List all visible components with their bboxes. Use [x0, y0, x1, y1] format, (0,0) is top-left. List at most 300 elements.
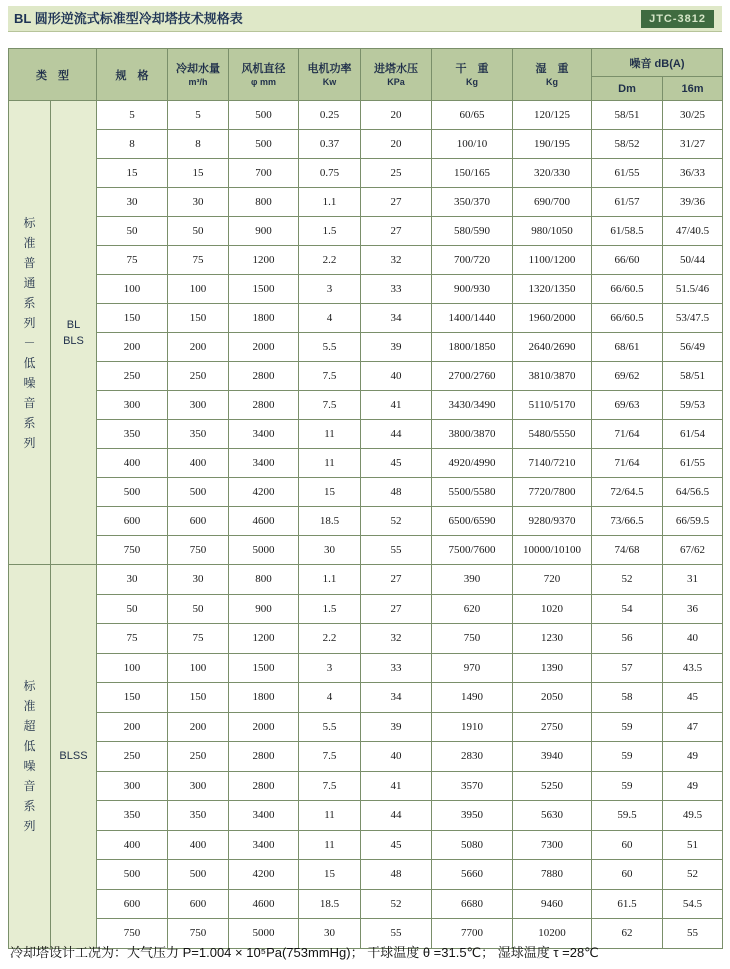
- cell-spec: 500: [97, 860, 168, 890]
- table-row: [9, 565, 723, 595]
- cell-noise-dm: 59: [592, 771, 663, 801]
- cell-fan-diameter: 800: [229, 565, 299, 595]
- cell-pressure: 52: [361, 507, 432, 536]
- cell-pressure: 20: [361, 101, 432, 130]
- cell-power: 7.5: [299, 391, 361, 420]
- cell-dry-weight: 1910: [432, 712, 513, 742]
- cell-noise-16m: 43.5: [663, 653, 723, 683]
- cell-spec: 150: [97, 304, 168, 333]
- cell-flow: 750: [168, 536, 229, 565]
- cell-noise-dm: 60: [592, 860, 663, 890]
- cell-pressure: 34: [361, 683, 432, 713]
- cell-wet-weight: 190/195: [513, 130, 592, 159]
- cell-pressure: 45: [361, 449, 432, 478]
- cell-fan-diameter: 1200: [229, 246, 299, 275]
- cell-noise-16m: 31/27: [663, 130, 723, 159]
- cell-noise-16m: 56/49: [663, 333, 723, 362]
- cell-flow: 400: [168, 449, 229, 478]
- header-noise-dm: Dm: [592, 77, 663, 101]
- cell-dry-weight: 4920/4990: [432, 449, 513, 478]
- cell-power: 1.5: [299, 217, 361, 246]
- cell-dry-weight: 900/930: [432, 275, 513, 304]
- cell-noise-dm: 59: [592, 742, 663, 772]
- cell-fan-diameter: 3400: [229, 449, 299, 478]
- cell-pressure: 41: [361, 771, 432, 801]
- cell-power: 11: [299, 830, 361, 860]
- cell-wet-weight: 9460: [513, 889, 592, 919]
- cell-dry-weight: 350/370: [432, 188, 513, 217]
- cell-dry-weight: 7700: [432, 919, 513, 949]
- cell-flow: 200: [168, 333, 229, 362]
- cell-fan-diameter: 900: [229, 217, 299, 246]
- cell-noise-16m: 53/47.5: [663, 304, 723, 333]
- cell-flow: 150: [168, 683, 229, 713]
- cell-fan-diameter: 4200: [229, 860, 299, 890]
- cell-flow: 30: [168, 188, 229, 217]
- cell-fan-diameter: 2000: [229, 712, 299, 742]
- cell-noise-16m: 55: [663, 919, 723, 949]
- cell-spec: 350: [97, 420, 168, 449]
- cell-power: 3: [299, 275, 361, 304]
- table-row: [9, 246, 723, 275]
- cell-dry-weight: 3430/3490: [432, 391, 513, 420]
- cell-power: 11: [299, 449, 361, 478]
- cell-pressure: 48: [361, 860, 432, 890]
- header-pressure: 进塔水压 KPa: [361, 49, 432, 101]
- cell-power: 18.5: [299, 507, 361, 536]
- cell-wet-weight: 1960/2000: [513, 304, 592, 333]
- cell-noise-16m: 50/44: [663, 246, 723, 275]
- cell-noise-dm: 71/64: [592, 449, 663, 478]
- cell-spec: 50: [97, 217, 168, 246]
- cell-spec: 300: [97, 771, 168, 801]
- cell-power: 0.75: [299, 159, 361, 188]
- cell-power: 11: [299, 420, 361, 449]
- cell-wet-weight: 7140/7210: [513, 449, 592, 478]
- cell-fan-diameter: 2800: [229, 771, 299, 801]
- cell-pressure: 48: [361, 478, 432, 507]
- cell-power: 5.5: [299, 333, 361, 362]
- cell-noise-16m: 30/25: [663, 101, 723, 130]
- cell-dry-weight: 100/10: [432, 130, 513, 159]
- cell-spec: 75: [97, 246, 168, 275]
- cell-flow: 8: [168, 130, 229, 159]
- cell-noise-16m: 31: [663, 565, 723, 595]
- header-power: 电机功率 Kw: [299, 49, 361, 101]
- cell-fan-diameter: 500: [229, 130, 299, 159]
- cell-noise-dm: 66/60.5: [592, 304, 663, 333]
- cell-fan-diameter: 4600: [229, 889, 299, 919]
- cell-fan-diameter: 5000: [229, 536, 299, 565]
- cell-flow: 50: [168, 594, 229, 624]
- cell-flow: 5: [168, 101, 229, 130]
- cell-noise-dm: 74/68: [592, 536, 663, 565]
- cell-wet-weight: 2750: [513, 712, 592, 742]
- cell-flow: 500: [168, 478, 229, 507]
- table-row: [9, 742, 723, 772]
- cell-noise-16m: 51: [663, 830, 723, 860]
- cell-fan-diameter: 4600: [229, 507, 299, 536]
- table-row: [9, 624, 723, 654]
- cell-noise-dm: 54: [592, 594, 663, 624]
- cell-wet-weight: 5110/5170: [513, 391, 592, 420]
- cell-noise-16m: 36: [663, 594, 723, 624]
- cell-noise-dm: 52: [592, 565, 663, 595]
- table-row: [9, 478, 723, 507]
- cell-noise-16m: 47/40.5: [663, 217, 723, 246]
- cell-noise-dm: 61/57: [592, 188, 663, 217]
- cell-noise-dm: 68/61: [592, 333, 663, 362]
- cell-noise-dm: 73/66.5: [592, 507, 663, 536]
- cell-noise-16m: 49: [663, 771, 723, 801]
- cell-pressure: 33: [361, 653, 432, 683]
- table-row: [9, 420, 723, 449]
- cell-power: 18.5: [299, 889, 361, 919]
- cell-fan-diameter: 5000: [229, 919, 299, 949]
- cell-spec: 250: [97, 742, 168, 772]
- cell-noise-dm: 61/58.5: [592, 217, 663, 246]
- cell-pressure: 32: [361, 624, 432, 654]
- cell-power: 0.25: [299, 101, 361, 130]
- cell-power: 2.2: [299, 624, 361, 654]
- cell-dry-weight: 390: [432, 565, 513, 595]
- cell-noise-16m: 47: [663, 712, 723, 742]
- cell-spec: 150: [97, 683, 168, 713]
- cell-noise-dm: 71/64: [592, 420, 663, 449]
- cell-noise-16m: 67/62: [663, 536, 723, 565]
- cell-fan-diameter: 2800: [229, 362, 299, 391]
- model-label: BL BLS: [51, 101, 97, 565]
- cell-dry-weight: 580/590: [432, 217, 513, 246]
- cell-wet-weight: 3940: [513, 742, 592, 772]
- cell-dry-weight: 5660: [432, 860, 513, 890]
- cell-dry-weight: 1800/1850: [432, 333, 513, 362]
- cell-dry-weight: 60/65: [432, 101, 513, 130]
- cell-fan-diameter: 2800: [229, 391, 299, 420]
- cell-wet-weight: 720: [513, 565, 592, 595]
- cell-dry-weight: 6500/6590: [432, 507, 513, 536]
- table-row: [9, 507, 723, 536]
- cell-power: 5.5: [299, 712, 361, 742]
- cell-pressure: 45: [361, 830, 432, 860]
- cell-pressure: 39: [361, 712, 432, 742]
- cell-dry-weight: 2830: [432, 742, 513, 772]
- table-row: [9, 536, 723, 565]
- cell-dry-weight: 3950: [432, 801, 513, 831]
- cell-wet-weight: 5480/5550: [513, 420, 592, 449]
- cell-spec: 15: [97, 159, 168, 188]
- cell-wet-weight: 980/1050: [513, 217, 592, 246]
- cell-noise-16m: 59/53: [663, 391, 723, 420]
- cell-flow: 75: [168, 246, 229, 275]
- cell-noise-16m: 40: [663, 624, 723, 654]
- cell-flow: 300: [168, 391, 229, 420]
- cell-flow: 250: [168, 362, 229, 391]
- cell-power: 7.5: [299, 771, 361, 801]
- cell-dry-weight: 5500/5580: [432, 478, 513, 507]
- table-row: [9, 449, 723, 478]
- cell-fan-diameter: 500: [229, 101, 299, 130]
- table-row: [9, 683, 723, 713]
- cell-flow: 400: [168, 830, 229, 860]
- cell-spec: 750: [97, 536, 168, 565]
- cell-power: 7.5: [299, 742, 361, 772]
- cell-wet-weight: 1230: [513, 624, 592, 654]
- cell-pressure: 40: [361, 362, 432, 391]
- cell-power: 30: [299, 536, 361, 565]
- cell-noise-16m: 36/33: [663, 159, 723, 188]
- cell-power: 30: [299, 919, 361, 949]
- header-dry-weight: 干 重 Kg: [432, 49, 513, 101]
- cell-wet-weight: 1100/1200: [513, 246, 592, 275]
- cell-fan-diameter: 700: [229, 159, 299, 188]
- cell-flow: 75: [168, 624, 229, 654]
- cell-dry-weight: 1490: [432, 683, 513, 713]
- cell-spec: 400: [97, 830, 168, 860]
- cell-dry-weight: 150/165: [432, 159, 513, 188]
- cell-spec: 400: [97, 449, 168, 478]
- cell-wet-weight: 1390: [513, 653, 592, 683]
- table-body: [9, 101, 723, 949]
- header-spec: 规 格: [97, 49, 168, 101]
- cell-wet-weight: 5630: [513, 801, 592, 831]
- cell-noise-dm: 56: [592, 624, 663, 654]
- cell-wet-weight: 1320/1350: [513, 275, 592, 304]
- cell-flow: 200: [168, 712, 229, 742]
- cell-noise-dm: 61/55: [592, 159, 663, 188]
- table-row: [9, 275, 723, 304]
- cell-spec: 200: [97, 712, 168, 742]
- cell-flow: 150: [168, 304, 229, 333]
- cell-power: 0.37: [299, 130, 361, 159]
- cell-spec: 75: [97, 624, 168, 654]
- cell-wet-weight: 320/330: [513, 159, 592, 188]
- cell-noise-16m: 45: [663, 683, 723, 713]
- cell-wet-weight: 120/125: [513, 101, 592, 130]
- cell-pressure: 27: [361, 594, 432, 624]
- cell-noise-dm: 58: [592, 683, 663, 713]
- header-type: 类 型: [9, 49, 97, 101]
- cell-wet-weight: 9280/9370: [513, 507, 592, 536]
- cell-noise-dm: 59: [592, 712, 663, 742]
- cell-pressure: 20: [361, 130, 432, 159]
- cell-wet-weight: 7720/7800: [513, 478, 592, 507]
- cell-wet-weight: 5250: [513, 771, 592, 801]
- cell-fan-diameter: 900: [229, 594, 299, 624]
- cell-flow: 600: [168, 507, 229, 536]
- cell-power: 4: [299, 304, 361, 333]
- cell-spec: 5: [97, 101, 168, 130]
- category-label: 标准普通系列－低噪音系列: [9, 101, 51, 565]
- cell-noise-dm: 66/60: [592, 246, 663, 275]
- cell-noise-16m: 61/54: [663, 420, 723, 449]
- cell-dry-weight: 620: [432, 594, 513, 624]
- cell-fan-diameter: 1200: [229, 624, 299, 654]
- cell-wet-weight: 690/700: [513, 188, 592, 217]
- cell-pressure: 27: [361, 188, 432, 217]
- cell-flow: 300: [168, 771, 229, 801]
- cell-fan-diameter: 800: [229, 188, 299, 217]
- cell-flow: 250: [168, 742, 229, 772]
- cell-spec: 600: [97, 507, 168, 536]
- table-row: [9, 130, 723, 159]
- cell-fan-diameter: 3400: [229, 801, 299, 831]
- cell-spec: 8: [97, 130, 168, 159]
- cell-fan-diameter: 1500: [229, 275, 299, 304]
- cell-dry-weight: 700/720: [432, 246, 513, 275]
- cell-power: 1.1: [299, 188, 361, 217]
- spec-table: [8, 48, 723, 949]
- cell-wet-weight: 7880: [513, 860, 592, 890]
- cell-pressure: 33: [361, 275, 432, 304]
- cell-noise-dm: 60: [592, 830, 663, 860]
- document-code-badge: JTC-3812: [641, 10, 714, 28]
- category-label: 标准超低噪音系列: [9, 565, 51, 949]
- cell-noise-dm: 62: [592, 919, 663, 949]
- cell-wet-weight: 1020: [513, 594, 592, 624]
- cell-spec: 300: [97, 391, 168, 420]
- cell-fan-diameter: 2800: [229, 742, 299, 772]
- cell-flow: 350: [168, 420, 229, 449]
- cell-noise-dm: 59.5: [592, 801, 663, 831]
- cell-flow: 50: [168, 217, 229, 246]
- table-row: [9, 594, 723, 624]
- cell-power: 7.5: [299, 362, 361, 391]
- cell-spec: 500: [97, 478, 168, 507]
- cell-power: 3: [299, 653, 361, 683]
- cell-noise-dm: 61.5: [592, 889, 663, 919]
- cell-fan-diameter: 4200: [229, 478, 299, 507]
- cell-pressure: 27: [361, 217, 432, 246]
- table-row: [9, 391, 723, 420]
- cell-pressure: 39: [361, 333, 432, 362]
- cell-spec: 30: [97, 565, 168, 595]
- cell-flow: 500: [168, 860, 229, 890]
- cell-pressure: 40: [361, 742, 432, 772]
- cell-pressure: 44: [361, 420, 432, 449]
- cell-dry-weight: 2700/2760: [432, 362, 513, 391]
- cell-spec: 200: [97, 333, 168, 362]
- cell-dry-weight: 750: [432, 624, 513, 654]
- cell-fan-diameter: 2000: [229, 333, 299, 362]
- cell-dry-weight: 7500/7600: [432, 536, 513, 565]
- cell-fan-diameter: 3400: [229, 830, 299, 860]
- cell-noise-16m: 54.5: [663, 889, 723, 919]
- cell-flow: 100: [168, 653, 229, 683]
- table-row: [9, 362, 723, 391]
- header-wet-weight: 湿 重 Kg: [513, 49, 592, 101]
- cell-noise-dm: 58/52: [592, 130, 663, 159]
- cell-power: 1.5: [299, 594, 361, 624]
- cell-power: 4: [299, 683, 361, 713]
- cell-noise-dm: 69/62: [592, 362, 663, 391]
- table-row: [9, 712, 723, 742]
- cell-power: 11: [299, 801, 361, 831]
- cell-fan-diameter: 1800: [229, 304, 299, 333]
- cell-noise-16m: 49: [663, 742, 723, 772]
- cell-spec: 250: [97, 362, 168, 391]
- table-row: [9, 333, 723, 362]
- cell-dry-weight: 1400/1440: [432, 304, 513, 333]
- page-title-bar: [8, 6, 722, 32]
- cell-fan-diameter: 3400: [229, 420, 299, 449]
- cell-wet-weight: 2640/2690: [513, 333, 592, 362]
- cell-spec: 100: [97, 275, 168, 304]
- table-row: [9, 860, 723, 890]
- cell-noise-16m: 61/55: [663, 449, 723, 478]
- table-row: [9, 653, 723, 683]
- cell-noise-16m: 51.5/46: [663, 275, 723, 304]
- page-title: BL 圆形逆流式标准型冷却塔技术规格表: [14, 11, 243, 26]
- table-row: [9, 830, 723, 860]
- model-label: BLSS: [51, 565, 97, 949]
- cell-noise-dm: 66/60.5: [592, 275, 663, 304]
- cell-flow: 750: [168, 919, 229, 949]
- cell-dry-weight: 5080: [432, 830, 513, 860]
- table-row: [9, 217, 723, 246]
- table-row: [9, 159, 723, 188]
- cell-noise-16m: 64/56.5: [663, 478, 723, 507]
- cell-pressure: 44: [361, 801, 432, 831]
- design-conditions-note: 冷却塔设计工况为：大气压力 P=1.004 × 10⁵Pa(753mmHg)； 干球温度 θ =31.5℃； 湿球温度 τ =28℃: [10, 945, 599, 960]
- cell-dry-weight: 3800/3870: [432, 420, 513, 449]
- cell-noise-dm: 58/51: [592, 101, 663, 130]
- cell-noise-16m: 49.5: [663, 801, 723, 831]
- table-header: [9, 49, 723, 101]
- cell-wet-weight: 3810/3870: [513, 362, 592, 391]
- table-row: [9, 188, 723, 217]
- cell-noise-dm: 72/64.5: [592, 478, 663, 507]
- cell-dry-weight: 6680: [432, 889, 513, 919]
- cell-pressure: 25: [361, 159, 432, 188]
- cell-spec: 30: [97, 188, 168, 217]
- cell-spec: 100: [97, 653, 168, 683]
- cell-wet-weight: 2050: [513, 683, 592, 713]
- cell-pressure: 55: [361, 919, 432, 949]
- cell-pressure: 52: [361, 889, 432, 919]
- cell-wet-weight: 7300: [513, 830, 592, 860]
- cell-spec: 750: [97, 919, 168, 949]
- cell-wet-weight: 10000/10100: [513, 536, 592, 565]
- table-row: [9, 771, 723, 801]
- cell-flow: 30: [168, 565, 229, 595]
- cell-pressure: 55: [361, 536, 432, 565]
- header-flow: 冷却水量 m³/h: [168, 49, 229, 101]
- cell-spec: 350: [97, 801, 168, 831]
- cell-noise-16m: 66/59.5: [663, 507, 723, 536]
- cell-noise-dm: 69/63: [592, 391, 663, 420]
- cell-flow: 600: [168, 889, 229, 919]
- cell-spec: 50: [97, 594, 168, 624]
- cell-fan-diameter: 1800: [229, 683, 299, 713]
- header-noise: 噪音 dB(A): [592, 49, 723, 77]
- cell-dry-weight: 3570: [432, 771, 513, 801]
- cell-noise-16m: 39/36: [663, 188, 723, 217]
- cell-power: 15: [299, 860, 361, 890]
- table-row: [9, 304, 723, 333]
- cell-fan-diameter: 1500: [229, 653, 299, 683]
- header-fan: 风机直径 φ mm: [229, 49, 299, 101]
- cell-noise-dm: 57: [592, 653, 663, 683]
- cell-flow: 15: [168, 159, 229, 188]
- cell-flow: 100: [168, 275, 229, 304]
- cell-spec: 600: [97, 889, 168, 919]
- table-row: [9, 101, 723, 130]
- table-row: [9, 801, 723, 831]
- cell-power: 15: [299, 478, 361, 507]
- cell-noise-16m: 52: [663, 860, 723, 890]
- cell-power: 1.1: [299, 565, 361, 595]
